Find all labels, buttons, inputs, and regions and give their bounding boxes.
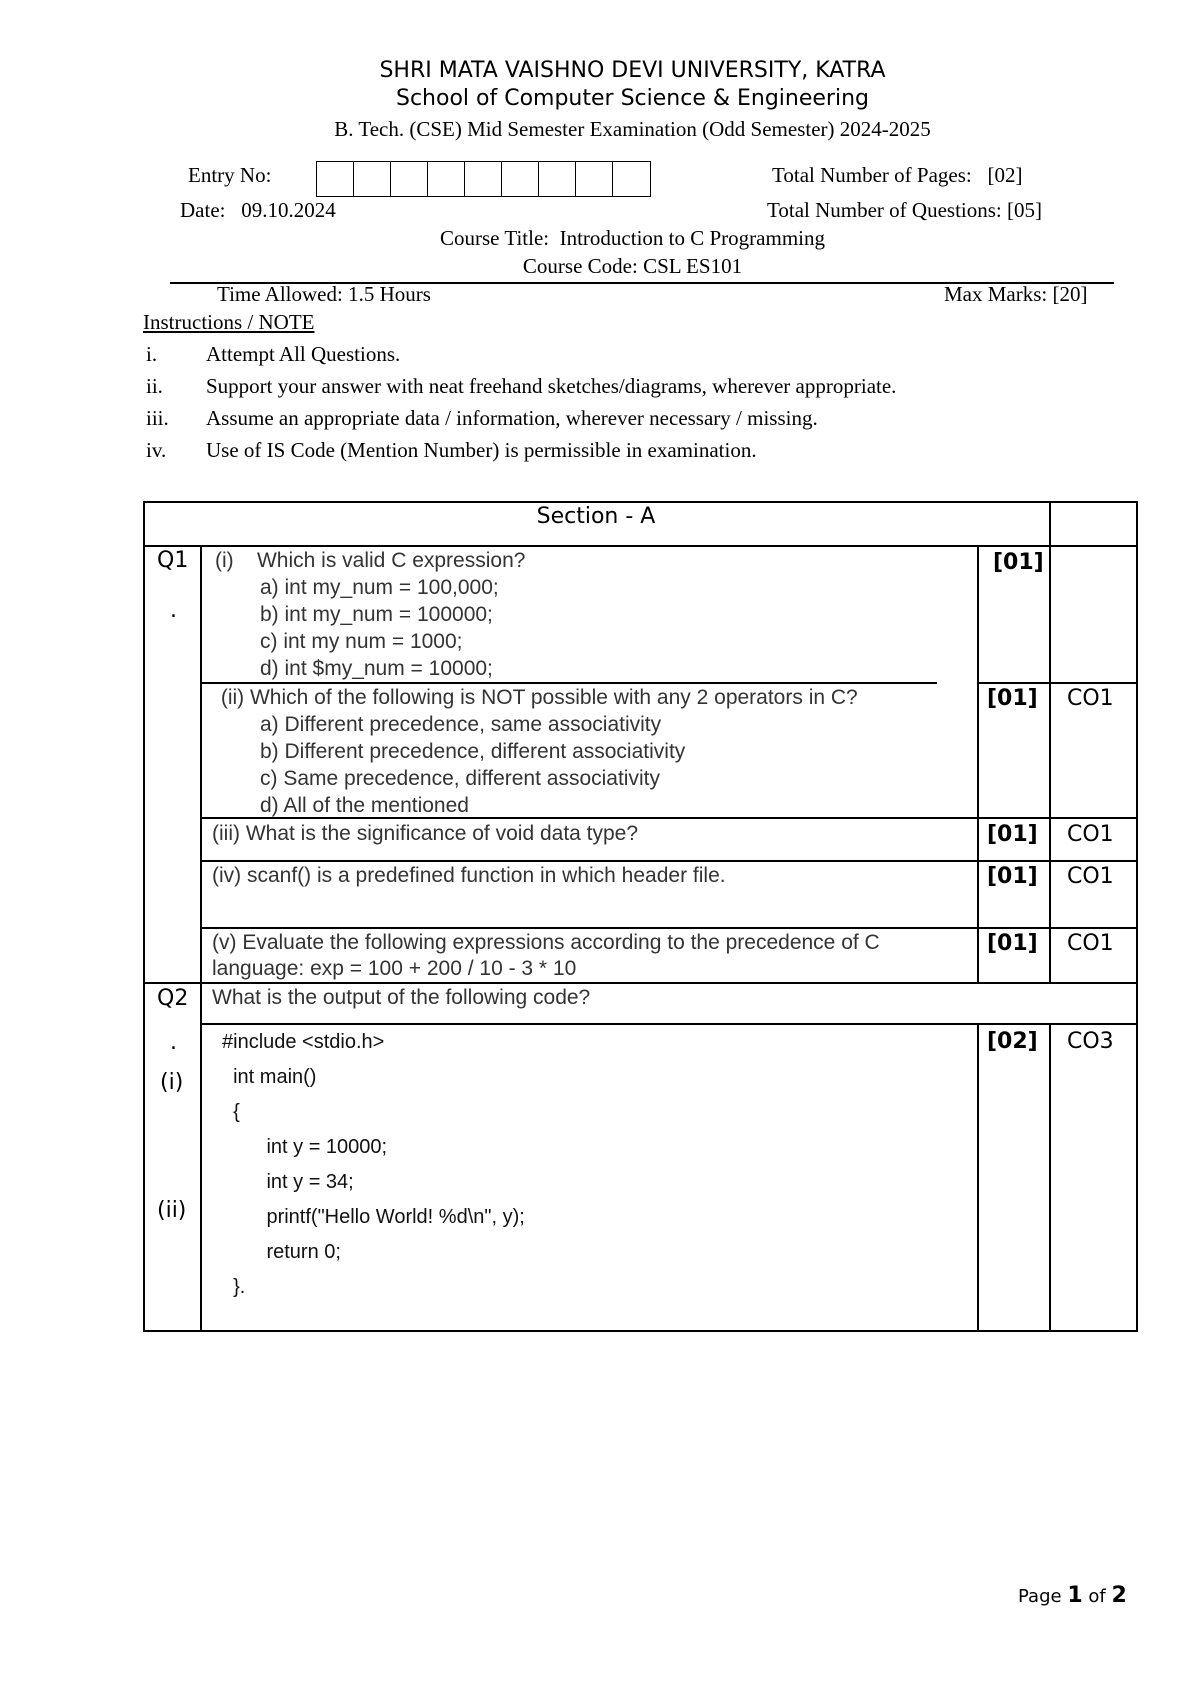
entry-box — [539, 162, 576, 196]
instruction-item: iii. Assume an appropriate data / information, wherever necessary / missing. — [146, 406, 818, 430]
course-code: Course Code: CSL ES101 — [522, 254, 743, 278]
entry-box — [317, 162, 354, 196]
q1-iii-stem: (iii) What is the significance of void data type? — [212, 822, 639, 845]
q1-ii-stem: (ii) Which of the following is NOT possible with any 2 operators in C? — [215, 686, 858, 709]
total-pages: Total Number of Pages: [02] — [772, 163, 1023, 187]
entry-box — [354, 162, 391, 196]
instruction-item: i. Attempt All Questions. — [146, 342, 401, 366]
marks: [01] — [987, 686, 1038, 711]
entry-box — [502, 162, 539, 196]
option: d) All of the mentioned — [260, 794, 469, 817]
marks: [01] — [993, 550, 1044, 575]
code-line: int main() — [222, 1066, 317, 1088]
entry-box — [428, 162, 465, 196]
option: b) int my_num = 100000; — [260, 603, 493, 626]
instruction-item: ii. Support your answer with neat freehand sketches/diagrams, wherever appropriate. — [146, 374, 897, 398]
q2-dot: . — [170, 1030, 177, 1055]
exam-date: Date: 09.10.2024 — [180, 198, 336, 222]
university-name: SHRI MATA VAISHNO DEVI UNIVERSITY, KATRA — [379, 58, 886, 83]
entry-box — [576, 162, 613, 196]
exam-title: B. Tech. (CSE) Mid Semester Examination (Odd Semester) 2024-2025 — [334, 117, 931, 141]
school-name: School of Computer Science & Engineering — [395, 86, 869, 111]
time-allowed: Time Allowed: 1.5 Hours — [217, 282, 431, 306]
max-marks: Max Marks: [20] — [944, 282, 1088, 306]
entry-box — [391, 162, 428, 196]
code-line: { — [222, 1101, 240, 1123]
q1-iv-stem: (iv) scanf() is a predefined function in which header file. — [212, 864, 726, 887]
marks: [01] — [987, 864, 1038, 889]
course-outcome: CO1 — [1067, 686, 1114, 711]
option: b) Different precedence, different associativity — [260, 740, 686, 763]
code-line: #include <stdio.h> — [222, 1031, 385, 1053]
code-line: }. — [222, 1276, 246, 1298]
code-line: printf("Hello World! %d\n", y); — [222, 1206, 525, 1228]
q1-v-stem: (v) Evaluate the following expressions according to the precedence of C — [212, 931, 880, 954]
q2-stem: What is the output of the following code? — [212, 986, 591, 1009]
page-number: Page 1 of 2 — [1018, 1583, 1127, 1608]
section-title: Section - A — [536, 504, 656, 529]
entry-no-boxes — [316, 161, 651, 197]
code-line: int y = 34; — [222, 1171, 354, 1193]
q1-v-stem-cont: language: exp = 100 + 200 / 10 - 3 * 10 — [212, 957, 577, 980]
marks: [02] — [987, 1029, 1038, 1054]
entry-no-label: Entry No: — [188, 163, 272, 187]
option: a) int my_num = 100,000; — [260, 576, 499, 599]
option: a) Different precedence, same associativity — [260, 713, 662, 736]
course-outcome: CO1 — [1067, 822, 1114, 847]
q1-dot: . — [170, 598, 177, 623]
option: c) int my num = 1000; — [260, 630, 463, 653]
option: c) Same precedence, different associativity — [260, 767, 660, 790]
instructions-title: Instructions / NOTE — [143, 310, 315, 334]
instruction-item: iv. Use of IS Code (Mention Number) is permissible in examination. — [146, 438, 757, 462]
course-outcome: CO1 — [1067, 931, 1114, 956]
code-line: return 0; — [222, 1241, 341, 1263]
q2-sub-i: (i) — [160, 1070, 184, 1095]
option: d) int $my_num = 10000; — [260, 657, 493, 680]
total-questions: Total Number of Questions: [05] — [767, 198, 1042, 222]
marks: [01] — [987, 931, 1038, 956]
course-outcome: CO1 — [1067, 864, 1114, 889]
entry-box — [465, 162, 502, 196]
q1-i-stem: (i) Which is valid C expression? — [215, 549, 526, 572]
q1-label: Q1 — [157, 548, 189, 573]
q2-sub-ii: (ii) — [157, 1198, 187, 1223]
entry-box — [613, 162, 650, 196]
marks: [01] — [987, 822, 1038, 847]
course-outcome: CO3 — [1067, 1029, 1114, 1054]
q2-label: Q2 — [157, 986, 189, 1011]
code-line: int y = 10000; — [222, 1136, 388, 1158]
course-title: Course Title: Introduction to C Programming — [439, 226, 825, 250]
